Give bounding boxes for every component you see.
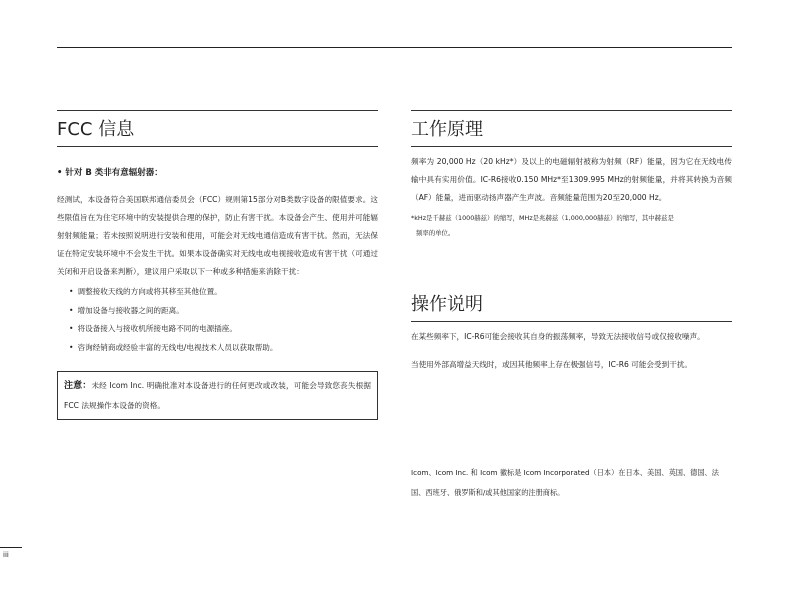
principle-title-rule-bottom	[411, 146, 732, 147]
operation-title-rule-bottom	[411, 321, 732, 322]
fcc-bullet-item: • 将设备接入与接收机所接电路不同的电源插座。	[69, 320, 378, 339]
principle-footnote-line2: 频率的单位。	[416, 229, 455, 237]
operation-title: 操作说明	[411, 294, 483, 315]
operation-section	[411, 288, 732, 374]
fcc-title-rule-bottom	[57, 146, 378, 147]
fcc-bullet-item: • 增加设备与接收器之间的距离。	[69, 302, 378, 321]
fcc-title-rule-top	[57, 110, 378, 111]
fcc-note-box	[57, 371, 378, 420]
trademark-notice: Icom、Icom Inc. 和 Icom 徽标是 Icom Incorporated（日本）在日本、美国、英国、德国、法国、西班牙、俄罗斯和/或其他国家的注册商标。	[411, 468, 719, 497]
fcc-title: FCC 信息	[57, 119, 135, 140]
fcc-bullet-list	[69, 283, 378, 357]
operation-paragraph-2: 当使用外部高增益天线时，或因其他频率上存在极强信号，IC-R6 可能会受到干扰。	[411, 360, 692, 369]
page-marker-rule	[0, 547, 22, 548]
principle-paragraph: 频率为 20,000 Hz（20 kHz*）及以上的电磁辐射被称为射频（RF）能量，因为它在无线电传输中具有实用价值。IC-R6接收0.150 MHz*至1309.995 MHz的射频能量，并将其转换为音频（AF）能量，进而驱动扬声器产生声波。音频能量范围为20至20,000 Hz。	[411, 157, 732, 202]
fcc-bullet-item: • 咨询经销商或经验丰富的无线电/电视技术人员以获取帮助。	[69, 339, 378, 358]
fcc-bullet-item: • 调整接收天线的方向或将其移至其他位置。	[69, 283, 378, 302]
principle-title: 工作原理	[411, 119, 483, 140]
principle-footnote	[411, 211, 732, 241]
operation-paragraph-1: 在某些频率下，IC-R6可能会接收其自身的振荡频率，导致无法接收信号或仅接收噪声。	[411, 332, 705, 341]
principle-title-rule-top	[411, 110, 732, 111]
fcc-subhead: • 针对 B 类非有意辐射器：	[57, 168, 163, 178]
fcc-paragraph: 经测试，本设备符合美国联邦通信委员会（FCC）规则第15部分对B类数字设备的限值要求。这些限值旨在为住宅环境中的安装提供合理的保护，防止有害干扰。本设备会产生、使用并可能辐射射频能量；若未按照说明进行安装和使用，可能会对无线电通信造成有害干扰。然而，无法保证在特定安装环境中不会发生干扰。如果本设备确实对无线电或电视接收造成有害干扰（可通过关闭和开启设备来判断），建议用户采取以下一种或多种措施来消除干扰：	[57, 195, 378, 276]
principle-footnote-line1: *kHz是千赫兹（1000赫兹）的缩写，MHz是兆赫兹（1,000,000赫兹）的缩写，其中赫兹是	[411, 214, 674, 222]
page-number: iii	[3, 551, 9, 559]
top-rule	[57, 47, 732, 48]
fcc-note-text: 未经 Icom Inc. 明确批准对本设备进行的任何更改或改装，可能会导致您丧失根据 FCC 法规操作本设备的资格。	[64, 381, 371, 410]
fcc-section	[57, 110, 378, 420]
principle-section	[411, 110, 732, 241]
fcc-note-label: 注意：	[64, 381, 92, 391]
